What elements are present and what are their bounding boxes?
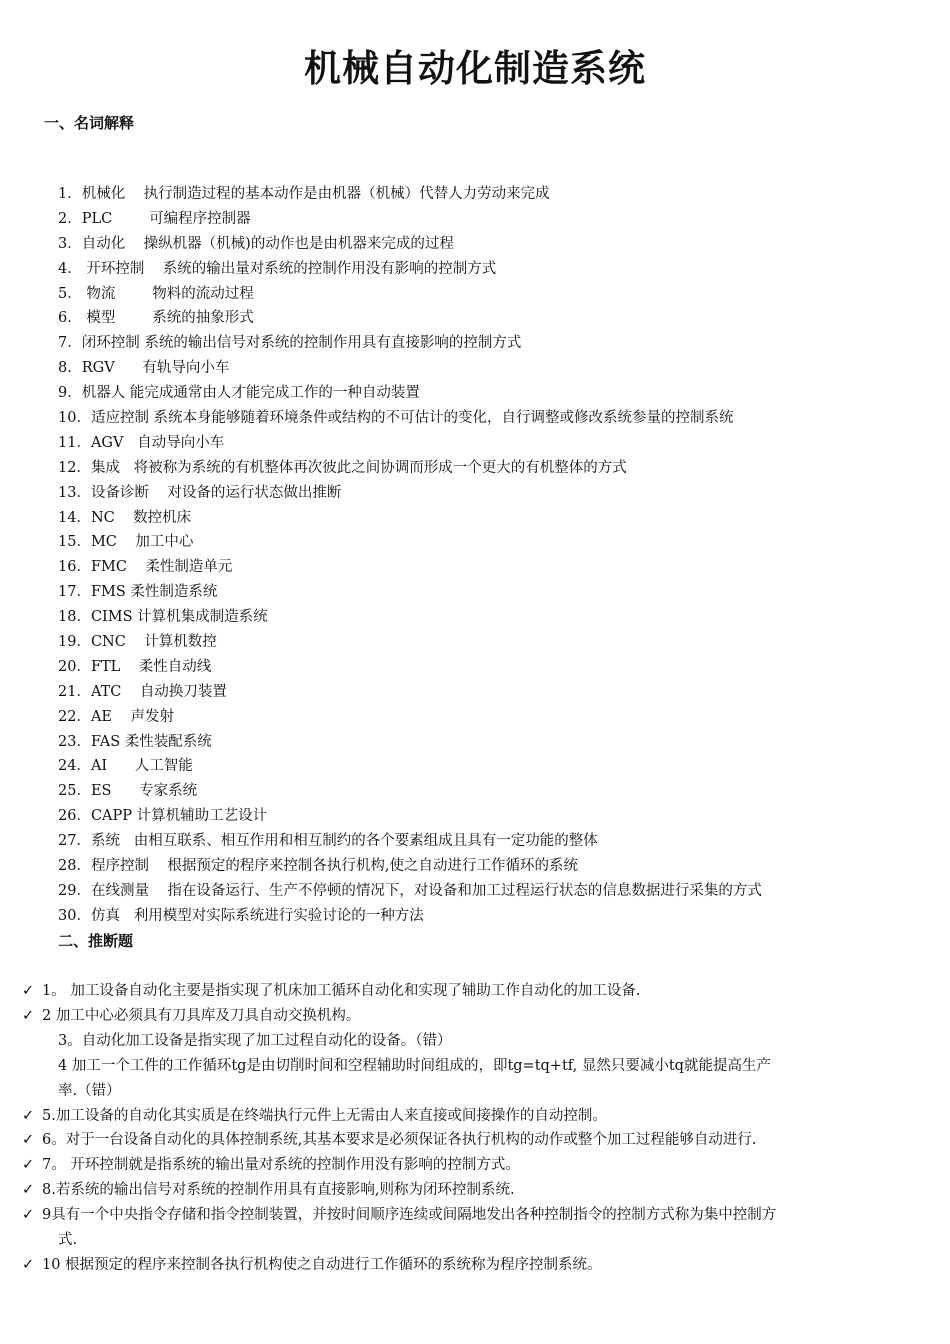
checkmark-icon: ✓	[22, 1132, 35, 1149]
term-item	[58, 605, 928, 630]
term-text: 19．CNC 计算机数控	[58, 634, 217, 651]
section-heading-definitions: 一、名词解释	[44, 114, 135, 132]
checkmark-icon: ✓	[22, 1256, 35, 1273]
term-text: 18．CIMS 计算机集成制造系统	[58, 609, 268, 626]
judgement-text: 4 加工一个工件的工作循环tg是由切削时间和空程辅助时间组成的，即tg=tq+tf, 显然只要减小tq就能提高生产	[58, 1057, 771, 1074]
judgement-item	[22, 1128, 902, 1153]
judgement-item	[22, 1004, 902, 1029]
term-item	[58, 456, 928, 481]
term-text: 21．ATC 自动换刀装置	[58, 683, 227, 700]
document-title: 机械自动化制造系统	[304, 47, 646, 90]
checkmark-icon: ✓	[22, 1007, 35, 1024]
judgement-text: 10 根据预定的程序来控制各执行机构使之自动进行工作循环的系统称为程序控制系统。	[42, 1256, 602, 1273]
term-item	[58, 779, 928, 804]
term-text: 9．机器人 能完成通常由人才能完成工作的一种自动装置	[58, 385, 420, 402]
judgement-item	[22, 1253, 902, 1278]
term-text: 4． 开环控制 系统的输出量对系统的控制作用没有影响的控制方式	[58, 260, 497, 277]
term-text: 29．在线测量 指在设备运行、生产不停顿的情况下，对设备和加工过程运行状态的信息数据进行采集的方式	[58, 882, 762, 899]
judgement-text: 8.若系统的输出信号对系统的控制作用具有直接影响,则称为闭环控制系统.	[42, 1182, 515, 1199]
term-text: 17．FMS 柔性制造系统	[58, 584, 218, 601]
term-text: 13．设备诊断 对设备的运行状态做出推断	[58, 484, 342, 501]
term-text: 11．AGV 自动导向小车	[58, 434, 225, 451]
judgement-list	[22, 979, 902, 1278]
term-item	[58, 879, 928, 904]
term-text: 10．适应控制 系统本身能够随着环境条件或结构的不可估计的变化，自行调整或修改系统参量的控制系统	[58, 410, 734, 427]
term-item	[58, 406, 928, 431]
checkmark-icon: ✓	[22, 983, 35, 999]
judgement-text: 1。 加工设备自动化主要是指实现了机床加工循环自动化和实现了辅助工作自动化的加工设备.	[42, 983, 641, 999]
term-text: 25．ES 专家系统	[58, 783, 198, 800]
terms-list	[58, 182, 928, 929]
term-item	[58, 331, 928, 356]
term-item	[58, 207, 928, 232]
checkmark-icon: ✓	[22, 1207, 35, 1224]
term-text: 6． 模型 系统的抽象形式	[58, 310, 254, 327]
checkmark-icon: ✓	[22, 1182, 35, 1199]
term-text: 15．MC 加工中心	[58, 534, 194, 551]
term-item	[58, 655, 928, 680]
judgement-item	[22, 1029, 902, 1054]
term-text: 23．FAS 柔性装配系统	[58, 733, 212, 750]
term-text: 1．机械化 执行制造过程的基本动作是由机器（机械）代替人力劳动来完成	[58, 186, 550, 202]
judgement-text: 7。 开环控制就是指系统的输出量对系统的控制作用没有影响的控制方式。	[42, 1157, 520, 1174]
term-text: 3．自动化 操纵机器（机械)的动作也是由机器来完成的过程	[58, 235, 454, 252]
checkmark-icon: ✓	[22, 1107, 35, 1124]
term-item	[58, 506, 928, 531]
judgement-item	[22, 1203, 902, 1253]
term-text: 27．系统 由相互联系、相互作用和相互制约的各个要素组成且具有一定功能的整体	[58, 833, 598, 850]
term-item	[58, 555, 928, 580]
judgement-text: 式.	[58, 1232, 78, 1249]
judgement-text: 5.加工设备的自动化其实质是在终端执行元件上无需由人来直接或间接操作的自动控制。	[42, 1107, 607, 1124]
term-item	[58, 804, 928, 829]
term-item	[58, 904, 928, 929]
term-item	[58, 680, 928, 705]
judgement-item	[22, 1054, 902, 1104]
term-text: 16．FMC 柔性制造单元	[58, 559, 233, 576]
judgement-text: 率.（错）	[58, 1082, 121, 1099]
term-item	[58, 182, 928, 207]
term-item	[58, 431, 928, 456]
term-item	[58, 854, 928, 879]
judgement-text: 9具有一个中央指令存储和指令控制装置，并按时间顺序连续或间隔地发出各种控制指令的控制方式称为集中控制方	[42, 1207, 777, 1224]
term-item	[58, 730, 928, 755]
term-text: 7．闭环控制 系统的输出信号对系统的控制作用具有直接影响的控制方式	[58, 335, 522, 352]
term-item	[58, 356, 928, 381]
judgement-item	[22, 1178, 902, 1203]
judgement-text: 6。对于一台设备自动化的具体控制系统,其基本要求是必须保证各执行机构的动作或整个加工过程能够自动进行.	[42, 1132, 757, 1149]
judgement-item	[22, 979, 902, 1004]
term-text: 30．仿真 利用模型对实际系统进行实验讨论的一种方法	[58, 907, 424, 924]
term-text: 8．RGV 有轨导向小车	[58, 360, 230, 377]
term-item	[58, 282, 928, 307]
term-item	[58, 705, 928, 730]
term-item	[58, 530, 928, 555]
term-text: 2．PLC 可编程序控制器	[58, 210, 251, 227]
term-text: 20．FTL 柔性自动线	[58, 658, 212, 675]
term-item	[58, 829, 928, 854]
judgement-text: 3。自动化加工设备是指实现了加工过程自动化的设备。（错）	[58, 1032, 452, 1049]
term-text: 24．AI 人工智能	[58, 758, 193, 775]
term-item	[58, 306, 928, 331]
term-item	[58, 630, 928, 655]
term-text: 14．NC 数控机床	[58, 509, 192, 526]
term-item	[58, 580, 928, 605]
section-heading-judgements: 二、推断题	[58, 932, 134, 950]
term-item	[58, 232, 928, 257]
checkmark-icon: ✓	[22, 1157, 35, 1174]
term-text: 12．集成 将被称为系统的有机整体再次彼此之间协调而形成一个更大的有机整体的方式	[58, 459, 627, 476]
term-text: 26．CAPP 计算机辅助工艺设计	[58, 808, 268, 825]
judgement-text: 2 加工中心必须具有刀具库及刀具自动交换机构。	[42, 1007, 361, 1024]
term-item	[58, 754, 928, 779]
term-text: 22．AE 声发射	[58, 708, 174, 725]
term-item	[58, 481, 928, 506]
term-item	[58, 381, 928, 406]
term-text: 28．程序控制 根据预定的程序来控制各执行机构,使之自动进行工作循环的系统	[58, 858, 578, 875]
term-item	[58, 257, 928, 282]
term-text: 5． 物流 物料的流动过程	[58, 285, 254, 302]
judgement-item	[22, 1153, 902, 1178]
judgement-item	[22, 1104, 902, 1129]
